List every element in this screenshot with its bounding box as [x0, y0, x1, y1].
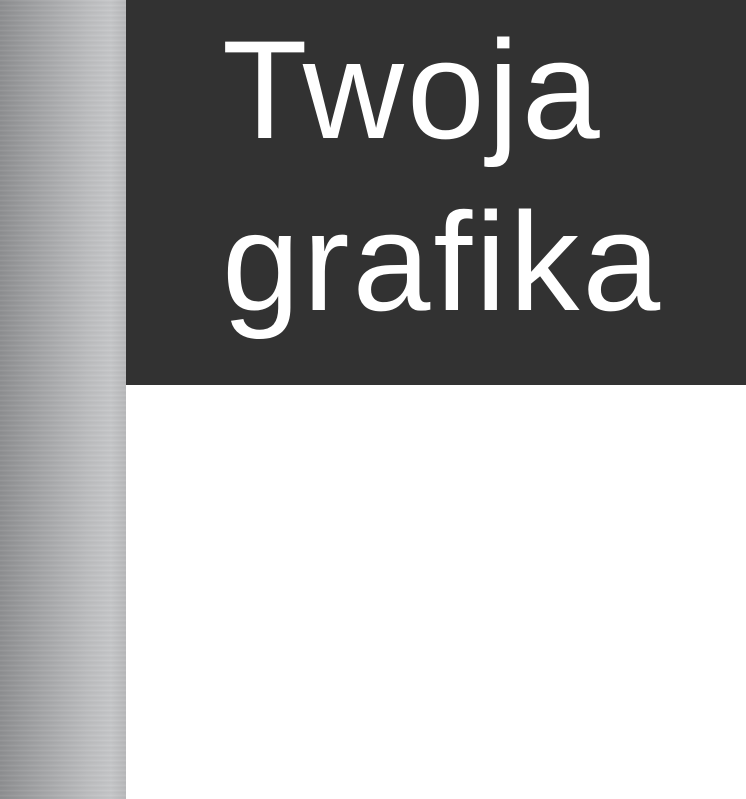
slide-title-line-1: Twoja [222, 11, 603, 168]
slide-title [222, 11, 664, 340]
title-panel [126, 0, 746, 385]
slide-title-line-2: grafika [222, 183, 664, 340]
content-area [126, 385, 746, 799]
side-decorative-strip [0, 0, 126, 799]
